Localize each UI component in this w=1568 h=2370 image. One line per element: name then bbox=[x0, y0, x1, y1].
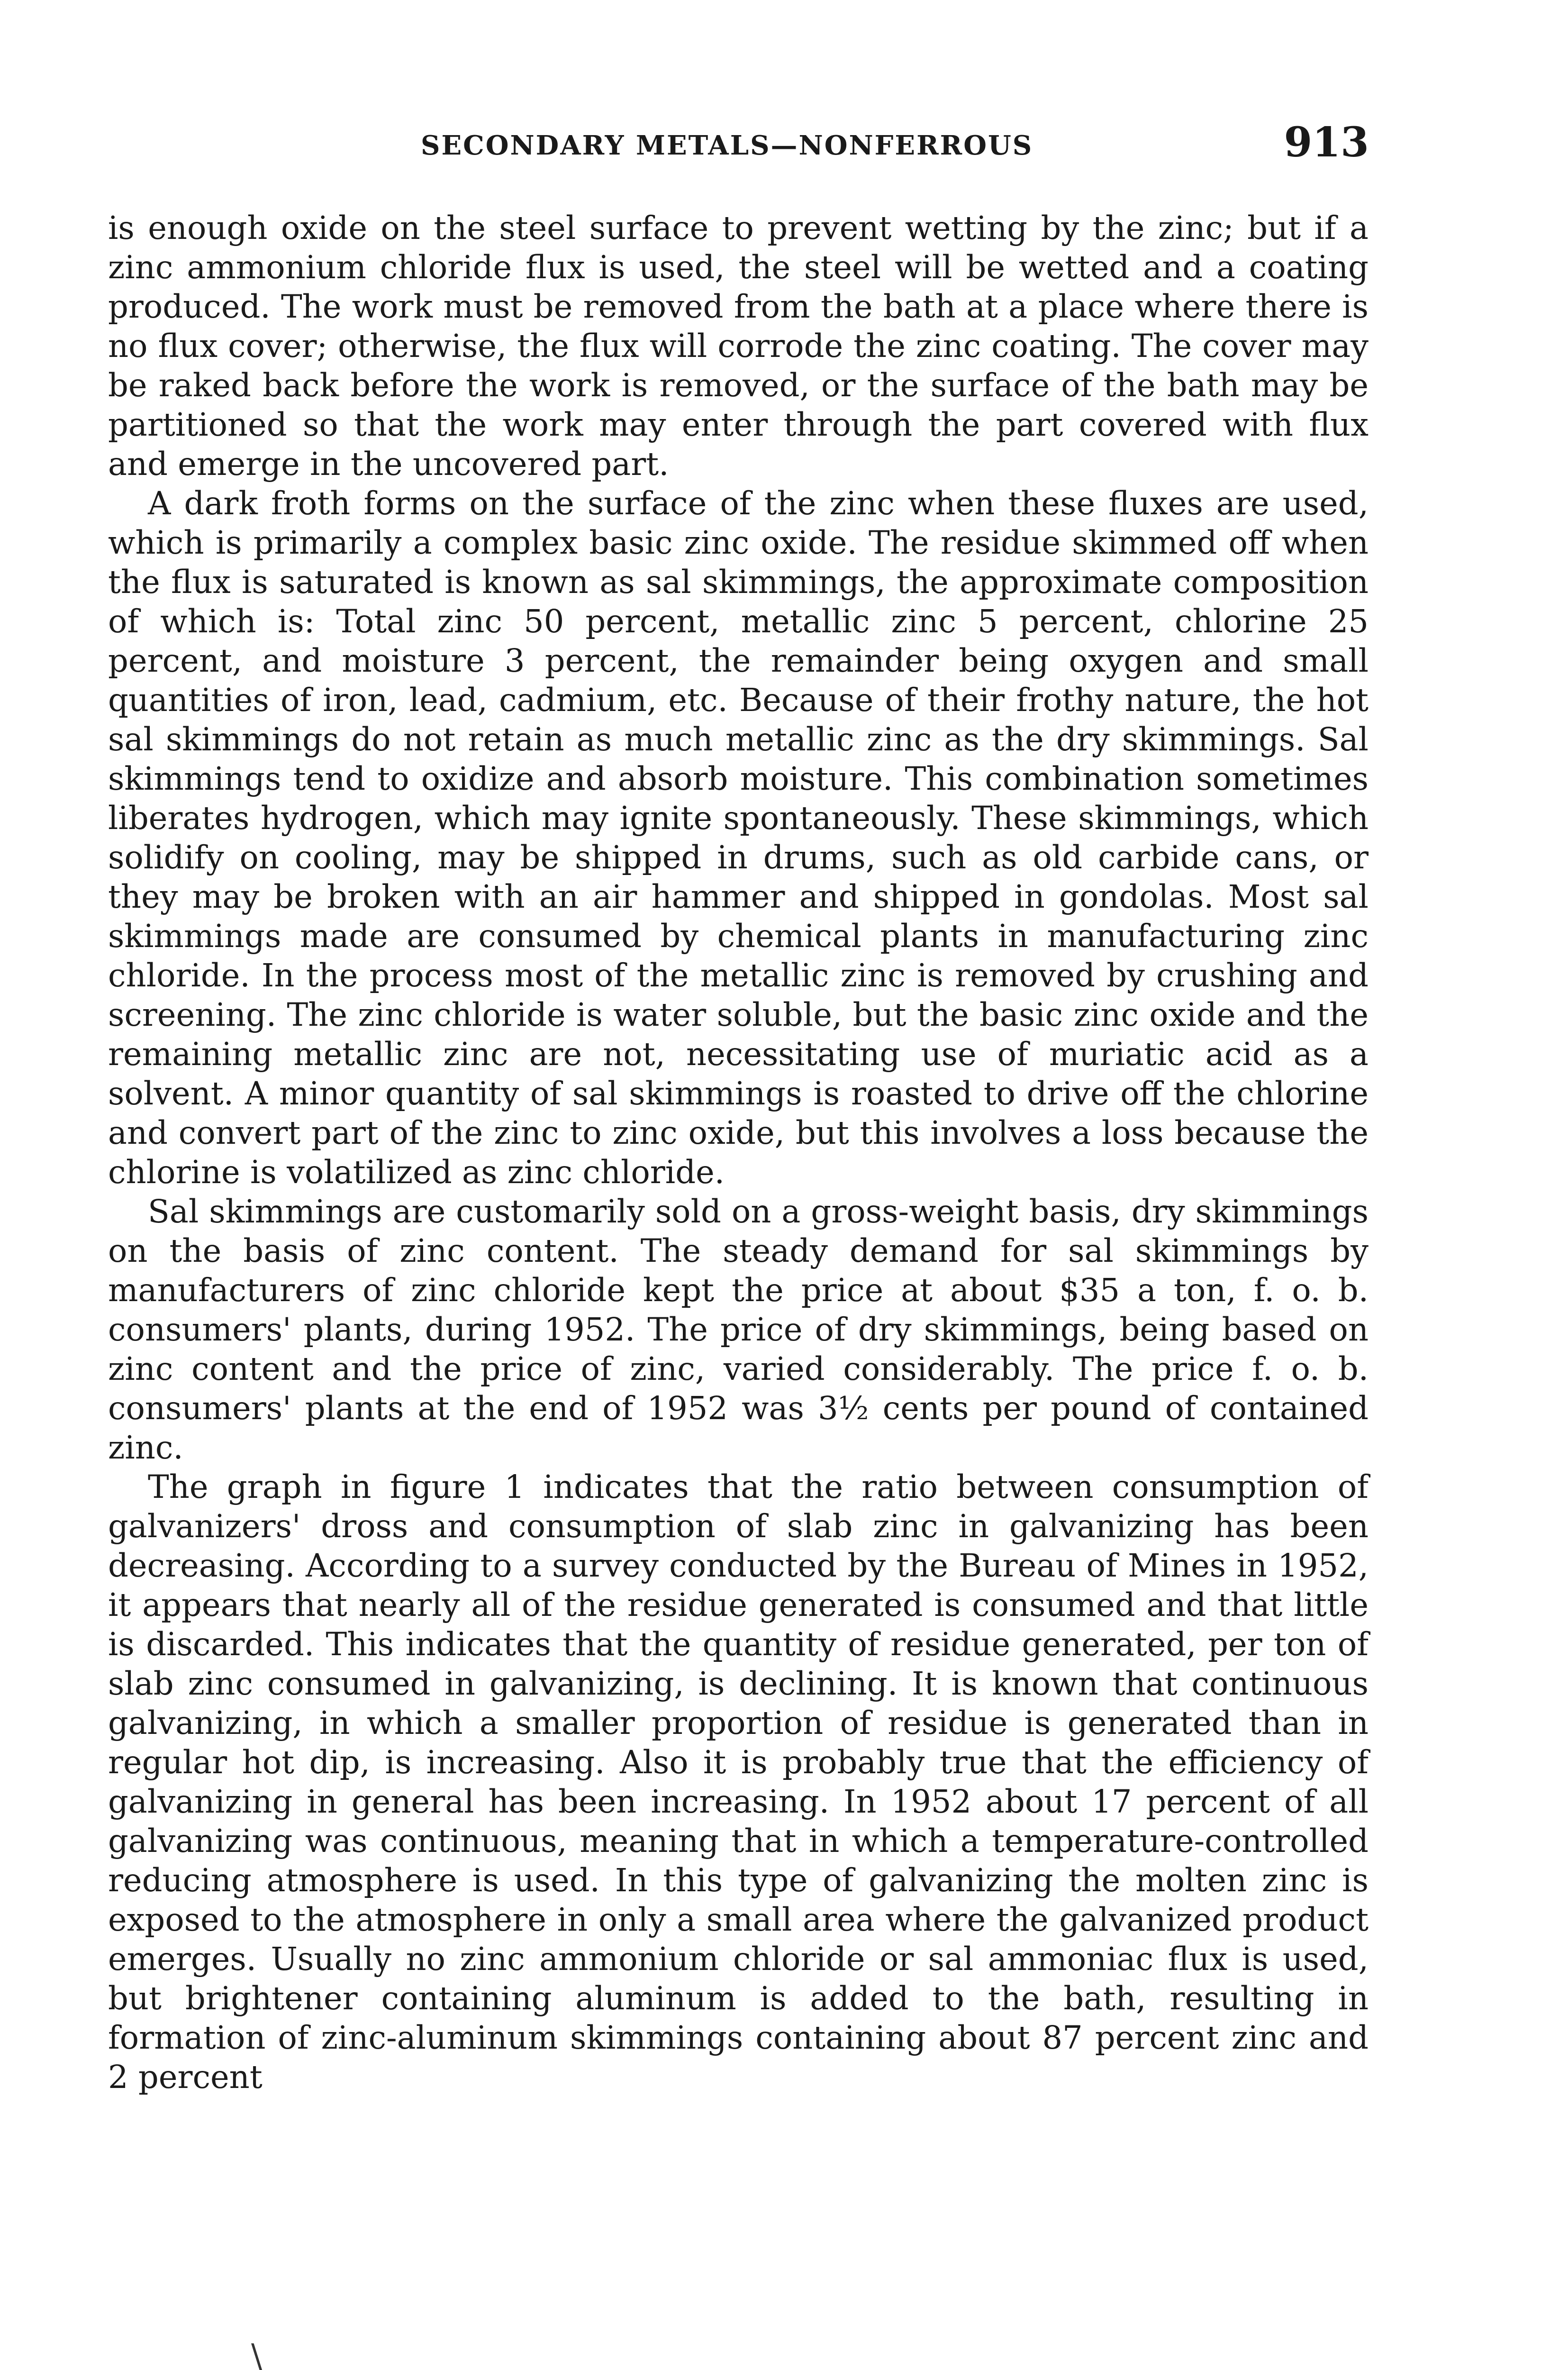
page-number: 913 bbox=[1284, 118, 1369, 166]
paragraph-sal-skimmings: A dark froth forms on the surface of the zinc when these fluxes are used, which is primarily a complex basic zinc oxide. The residue skimmed off when the flux is saturated is known as sal skimmings, the approximate composition of which is: Total zinc 50 percent, metallic zinc 5 percent, chlorine 25 percent, and moisture 3 percent, the remainder being oxygen and small quantities of iron, lead, cadmium, etc. Because of their frothy nature, the hot sal skimmings do not retain as much metallic zinc as the dry skimmings. Sal skimmings tend to oxidize and absorb moisture. This combination sometimes liberates hydrogen, which may ignite spontaneously. These skimmings, which solidify on cooling, may be shipped in drums, such as old carbide cans, or they may be broken with an air hammer and shipped in gondolas. Most sal skimmings made are consumed by chemical plants in manufacturing zinc chloride. In the process most of the metallic zinc is removed by crushing and screening. The zinc chloride is water soluble, but the basic zinc oxide and the remaining metallic zinc are not, necessitating use of muriatic acid as a solvent. A minor quantity of sal skimmings is roasted to drive off the chlorine and convert part of the zinc to zinc oxide, but this involves a loss because the chlorine is volatilized as zinc chloride. bbox=[108, 485, 1369, 1191]
stray-pen-mark: \ bbox=[251, 2337, 263, 2370]
paragraph-pricing: Sal skimmings are customarily sold on a gross-weight basis, dry skimmings on the basis of zinc content. The steady demand for sal skimmings by manufacturers of zinc chloride kept the price at about $35 a ton, f. o. b. consumers' plants, during 1952. The price of dry skimmings, being based on zinc content and the price of zinc, varied considerably. The price f. o. b. consumers' plants at the end of 1952 was 3½ cents per pound of contained zinc. bbox=[108, 1193, 1369, 1466]
body-text bbox=[108, 209, 1369, 2097]
paragraph-continued: is enough oxide on the steel surface to prevent wetting by the zinc; but if a zinc ammonium chloride flux is used, the steel will be wetted and a coating produced. The work must be removed from the bath at a place where there is no flux cover; otherwise, the flux will corrode the zinc coating. The cover may be raked back before the work is removed, or the surface of the bath may be partitioned so that the work may enter through the part covered with flux and emerge in the uncovered part. bbox=[108, 210, 1369, 483]
running-head: SECONDARY METALS—NONFERROUS bbox=[421, 130, 1033, 161]
paragraph-figure-1: The graph in figure 1 indicates that the ratio between consumption of galvanizers' dross and consumption of slab zinc in galvanizing has been decreasing. According to a survey conducted by the Bureau of Mines in 1952, it appears that nearly all of the residue generated is consumed and that little is discarded. This indicates that the quantity of residue generated, per ton of slab zinc consumed in galvanizing, is declining. It is known that continuous galvanizing, in which a smaller proportion of residue is generated than in regular hot dip, is increasing. Also it is probably true that the efficiency of galvanizing in general has been increasing. In 1952 about 17 percent of all galvanizing was continuous, meaning that in which a temperature-controlled reducing atmosphere is used. In this type of galvanizing the molten zinc is exposed to the atmosphere in only a small area where the galvanized product emerges. Usually no zinc ammonium chloride or sal ammoniac flux is used, but brightener containing aluminum is added to the bath, resulting in formation of zinc-aluminum skimmings containing about 87 percent zinc and 2 percent bbox=[108, 1468, 1369, 2096]
page-header bbox=[108, 118, 1369, 175]
